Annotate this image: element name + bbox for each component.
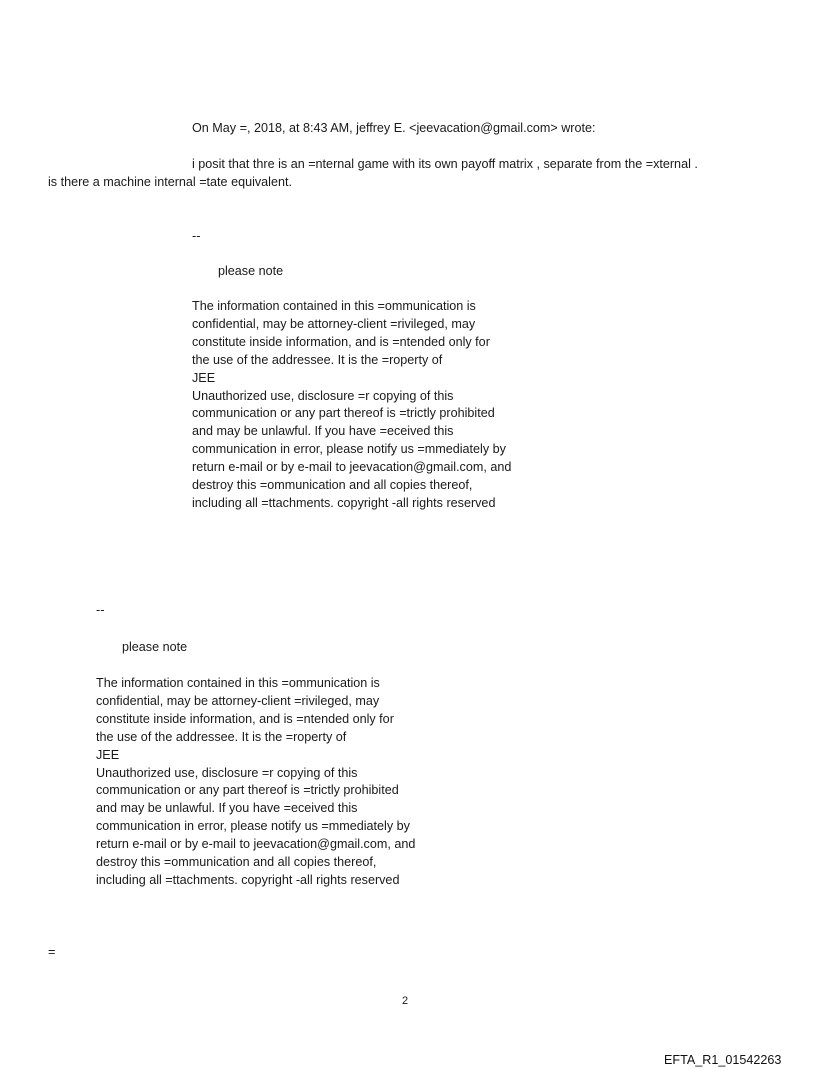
outer-note-heading: please note <box>122 640 188 654</box>
document-id: EFTA_R1_01542263 <box>664 1053 782 1067</box>
outer-disclaimer <box>96 675 415 890</box>
quoted-note-heading: please note <box>218 264 284 278</box>
page-number: 2 <box>402 995 409 1007</box>
disclaimer-line: The information contained in this =ommunication is <box>192 299 476 313</box>
quoted-body-line-1: i posit that thre is an =nternal game with its own payoff matrix , separate from the =xternal . <box>192 157 698 171</box>
disclaimer-line: including all =ttachments. copyright -all rights reserved <box>192 495 496 510</box>
disclaimer-line: constitute inside information, and is =ntended only for <box>192 334 490 349</box>
disclaimer-line: constitute inside information, and is =ntended only for <box>96 711 394 726</box>
quoted-body-line-2: is there a machine internal =tate equivalent. <box>48 175 292 189</box>
quoted-email-header: On May =, 2018, at 8:43 AM, jeffrey E. <jeevacation@gmail.com> wrote: <box>192 121 596 135</box>
quoted-disclaimer <box>192 298 511 513</box>
disclaimer-line: and may be unlawful. If you have =eceived this <box>96 801 358 816</box>
disclaimer-line: The information contained in this =ommunication is <box>96 676 380 690</box>
disclaimer-line: Unauthorized use, disclosure =r copying of this <box>96 765 358 780</box>
trailing-equals: = <box>48 945 56 959</box>
disclaimer-line: return e-mail or by e-mail to jeevacation@gmail.com, and <box>192 460 512 475</box>
disclaimer-line: communication in error, please notify us =mmediately by <box>96 819 410 834</box>
disclaimer-line: destroy this =ommunication and all copies thereof, <box>192 478 473 493</box>
disclaimer-line: communication or any part thereof is =trictly prohibited <box>96 783 399 798</box>
disclaimer-line: and may be unlawful. If you have =eceived this <box>192 424 454 439</box>
disclaimer-line: communication in error, please notify us =mmediately by <box>192 442 506 457</box>
disclaimer-line: Unauthorized use, disclosure =r copying of this <box>192 388 454 403</box>
disclaimer-line: JEE <box>96 747 120 762</box>
disclaimer-line: communication or any part thereof is =trictly prohibited <box>192 406 495 421</box>
disclaimer-line: confidential, may be attorney-client =rivileged, may <box>96 693 380 708</box>
disclaimer-line: confidential, may be attorney-client =rivileged, may <box>192 316 476 331</box>
disclaimer-line: the use of the addressee. It is the =roperty of <box>192 352 443 367</box>
disclaimer-line: return e-mail or by e-mail to jeevacation@gmail.com, and <box>96 837 416 852</box>
disclaimer-line: including all =ttachments. copyright -all rights reserved <box>96 872 400 887</box>
quoted-signature-separator: -- <box>192 229 201 243</box>
outer-signature-separator: -- <box>96 603 105 617</box>
disclaimer-line: destroy this =ommunication and all copies thereof, <box>96 855 377 870</box>
disclaimer-line: the use of the addressee. It is the =roperty of <box>96 729 347 744</box>
disclaimer-line: JEE <box>192 370 216 385</box>
